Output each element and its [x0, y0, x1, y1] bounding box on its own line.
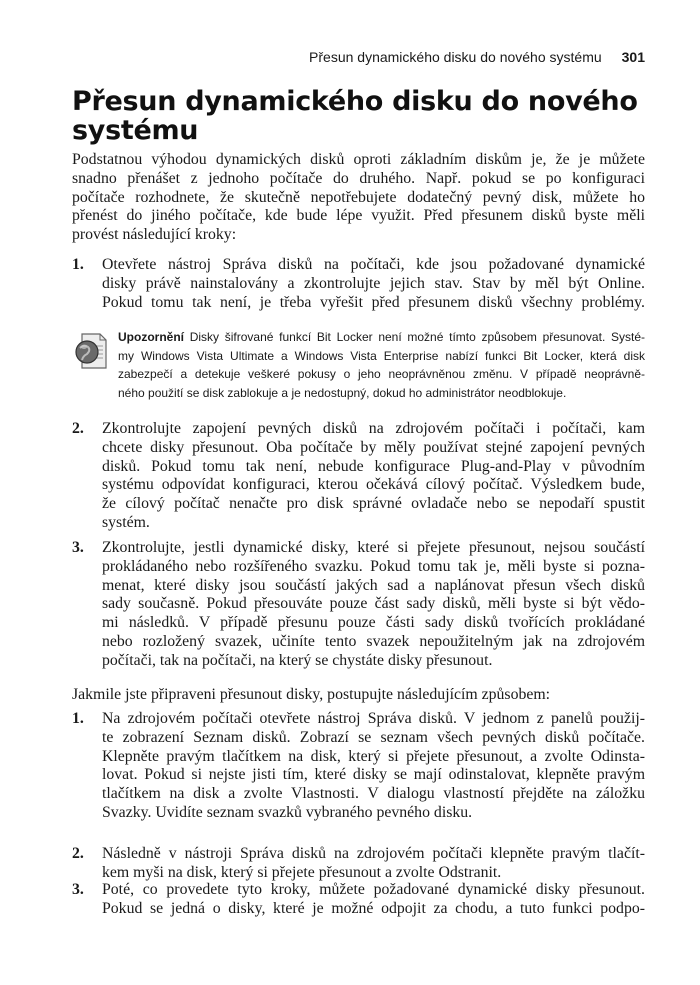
text-line: počítači, tak na počítači, na který se chystáte disky přesunout. — [102, 651, 493, 669]
text-line: Klepněte pravým tlačítkem na disk, který si přejete přesunout, a zvolte Odinsta- — [102, 747, 645, 765]
list1-item-3 — [72, 539, 645, 671]
text-line: Svazky. Uvidíte seznam svazků vybraného pevného disku. — [102, 803, 473, 821]
text-line: lovat. Pokud si nejste jisti tím, které disky se mají odinstalovat, klepněte pravým — [102, 766, 645, 784]
text-line: systému odpovídat konfiguraci, kterou očekává cílový počítač. Výsledkem bude, — [102, 476, 645, 494]
heading-line: Přesun dynamického disku do nového — [72, 86, 638, 117]
text-line: Zkontrolujte zapojení pevných disků na zdrojovém počítači i počítači, kam — [102, 420, 645, 437]
text-line: provést následující kroky: — [72, 226, 237, 244]
text-line: Jakmile jste připraveni přesunout disky, postupujte následujícím způsobem: — [72, 686, 551, 703]
text-lines — [102, 539, 645, 671]
text-line: disky právě nainstalovány a zkontrolujte jejich stav. Stav by měl být Online. — [102, 274, 645, 292]
list-number: 2. — [72, 420, 84, 437]
text-line: počítače rozhodnete, že skutečně nepotřebujete dodatečný pevný disk, můžete ho — [72, 188, 645, 206]
list1-item-2 — [72, 420, 645, 533]
note-line: Upozornění Disky šifrované funkcí Bit Locker není možné tímto způsobem přesunovat. Systé- — [118, 330, 645, 344]
list1-item-1 — [72, 256, 645, 312]
text-line: chcete disky přesunout. Oba počítače by měly používat stejné zapojení pevných — [102, 438, 645, 456]
text-line: disků. Pokud tomu tak není, nebude konfigurace Plug-and-Play v původním — [102, 457, 645, 475]
text-lines — [72, 151, 645, 245]
text-line: přenést do jiného počítače, kde bude lépe využit. Před přesunem disků byste měli — [72, 207, 645, 225]
text-line: Otevřete nástroj Správa disků na počítači, kde jsou požadované dynamické — [102, 256, 645, 273]
text-line: nebo rozložený svazek, učiníte tento svazek nepoužitelným jak na zdrojovém — [102, 632, 645, 650]
text-line: Pokud se jedná o disky, které je možné odpojit za chodu, a tuto funkci podpo- — [102, 899, 645, 917]
note-line: ného použití se disk zablokuje a je nedostupný, dokud ho administrátor neodblokuje. — [118, 386, 567, 401]
note-line: zabezpečí a detekuje veškeré pokusy o jeho neoprávněnou změnu. V případě neoprávně- — [118, 367, 645, 382]
text-line: Následně v nástroji Správa disků na zdrojovém počítači klepněte pravým tlačít- — [102, 845, 645, 862]
text-lines — [102, 710, 645, 823]
list-number: 3. — [72, 881, 84, 898]
list-number: 2. — [72, 845, 84, 862]
list-number: 1. — [72, 710, 84, 727]
text-lines — [72, 686, 645, 705]
list2-item-1 — [72, 710, 645, 823]
warning-note — [118, 328, 645, 403]
text-line: že cílový počítač nenačte pro disk správné ovladače nebo se nepodaří spustit — [102, 495, 645, 513]
text-line: Pokud tomu tak není, je třeba vyřešit před přesunem disků všechny problémy. — [102, 293, 645, 311]
text-lines — [102, 881, 645, 919]
text-line: te zobrazení Seznam disků. Zobrazí se seznam všech pevných disků počítače. — [102, 728, 645, 746]
text-line: snadno přenášet z jednoho počítače do druhého. Např. pokud se po konfiguraci — [72, 169, 645, 187]
section-heading — [72, 87, 645, 145]
list2-item-2 — [72, 845, 645, 883]
list-number: 1. — [72, 256, 84, 273]
text-lines — [102, 845, 645, 883]
text-line: menat, které disky jsou součástí jakých sad a naplánovat přesun všech disků — [102, 576, 645, 594]
text-line: sady současně. Pokud přesouváte pouze část sady disků, měli byste si být vědo- — [102, 595, 645, 613]
list-number: 3. — [72, 539, 84, 556]
transition-paragraph — [72, 686, 645, 705]
running-header — [72, 49, 645, 67]
note-label: Upozornění — [118, 330, 184, 344]
running-header-title: Přesun dynamického disku do nového systému — [309, 49, 602, 65]
text-lines — [102, 420, 645, 533]
text-line: prokládaného nebo rozšířeného svazku. Pokud tomu tak je, měli byste si pozna- — [102, 557, 645, 575]
text-line: Poté, co provedete tyto kroky, můžete požadované dynamické disky přesunout. — [102, 881, 645, 898]
text-line: Podstatnou výhodou dynamických disků oproti základním diskům je, že je můžete — [72, 151, 645, 168]
text-line: Na zdrojovém počítači otevřete nástroj Správa disků. V jednom z panelů použij- — [102, 710, 645, 727]
text-line: kem myši na disk, který si přejete přesunout a zvolte Odstranit. — [102, 863, 502, 881]
list2-item-3 — [72, 881, 645, 919]
text-lines — [102, 256, 645, 312]
note-globe-document-icon — [74, 332, 108, 370]
page-number: 301 — [621, 49, 645, 65]
intro-paragraph — [72, 151, 645, 245]
heading-line: systému — [72, 115, 199, 146]
text-line: tlačítkem na disk a zvolte Vlastnosti. V dialogu vlastností přejděte na záložku — [102, 785, 645, 803]
note-line: my Windows Vista Ultimate a Windows Vista Enterprise nabízí funkci Bit Locker, která disk — [118, 348, 645, 363]
text-line: mi následků. V případě přesunu pouze části sady disků tvořících prokládané — [102, 614, 645, 632]
text-line: systém. — [102, 513, 150, 531]
text-line: Zkontrolujte, jestli dynamické disky, které si přejete přesunout, nejsou součástí — [102, 539, 645, 556]
